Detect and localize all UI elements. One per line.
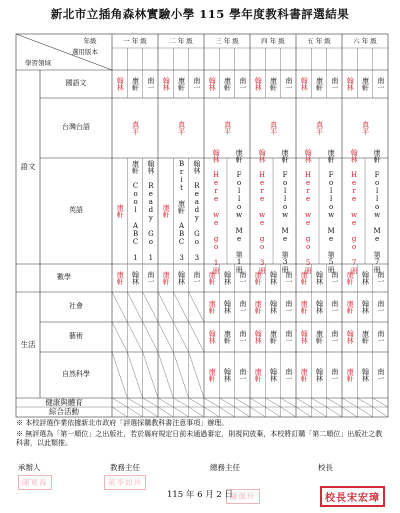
note-marker-icon: ※ — [16, 430, 23, 438]
taiwanese-cell: 真平 — [315, 121, 324, 135]
english-cell: 翰林 Ready Go 1 — [146, 160, 155, 262]
header-grade-label: 年級 — [83, 36, 97, 45]
math-cell: 康軒 — [346, 271, 355, 285]
math-cell: 翰林 — [315, 271, 324, 285]
social-cell: 康軒 — [346, 300, 355, 314]
social-cell: 翰林 — [361, 300, 370, 314]
signature-general-label: 總務主任 — [210, 463, 240, 472]
math-cell: 南一 — [192, 271, 201, 285]
arts-cell: 南一 — [376, 330, 385, 344]
social-cell: 南一 — [238, 300, 247, 314]
mandarin-cell: 康軒 — [177, 77, 186, 91]
math-cell: 翰林 — [269, 271, 278, 285]
note-2: ※ 無評選為「第一順位」之出版社，若於縣府規定日前未通過審定，則視同放棄，本校將訂購「第二順位」出版社之教科書，以此類推。 — [16, 430, 383, 447]
mandarin-cell: 翰林 — [162, 77, 171, 91]
note-marker-icon: ※ — [16, 419, 23, 427]
domain-language: 語文 — [20, 162, 36, 172]
subject-math: 數學 — [57, 273, 71, 282]
mandarin-cell: 康軒 — [269, 77, 278, 91]
taiwanese-cell: 真平 — [361, 121, 370, 135]
social-cell: 翰林 — [315, 300, 324, 314]
math-cell: 南一 — [284, 271, 293, 285]
math-cell: 翰林 — [131, 271, 140, 285]
document-date: 115 年 6 月 2 日 — [166, 490, 234, 500]
mandarin-cell: 康軒 — [361, 77, 370, 91]
mandarin-cell: 康軒 — [223, 77, 232, 91]
domain-pe-health: 健康與體育 — [45, 397, 83, 407]
english-cell: 翰林 Here we go 5冊 — [304, 148, 313, 274]
science-cell: 南一 — [284, 368, 293, 382]
domain-life: 生活 — [20, 340, 36, 350]
arts-cell: 翰林 — [346, 330, 355, 344]
math-cell: 康軒 — [208, 271, 217, 285]
social-cell: 南一 — [376, 300, 385, 314]
english-cell: 康軒 — [116, 204, 125, 218]
science-cell: 康軒 — [346, 368, 355, 382]
taiwanese-cell: 真平 — [177, 121, 186, 135]
english-cell: Brit 康軒 ABC 3 — [177, 160, 186, 262]
math-cell: 康軒 — [254, 271, 263, 285]
mandarin-cell: 康軒 — [315, 77, 324, 91]
social-cell: 翰林 — [223, 300, 232, 314]
social-cell: 康軒 — [254, 300, 263, 314]
grade-header: 三 年 級 — [215, 36, 239, 45]
document-title: 新北市立插角森林實驗小學 115 學年度教科書評選結果 — [50, 7, 350, 21]
mandarin-cell: 翰林 — [300, 77, 309, 91]
science-cell: 翰林 — [223, 368, 232, 382]
arts-cell: 康軒 — [223, 330, 232, 344]
english-cell: 翰林 Here we go 3冊 — [258, 148, 267, 274]
subject-social: 社會 — [69, 302, 83, 311]
math-cell: 南一 — [376, 271, 385, 285]
math-cell: 康軒 — [300, 271, 309, 285]
mandarin-cell: 翰林 — [254, 77, 263, 91]
social-cell: 翰林 — [269, 300, 278, 314]
english-cell: 翰林 Here we go 1冊 — [212, 148, 221, 274]
subject-mandarin: 國語文 — [65, 79, 87, 88]
math-cell: 南一 — [146, 271, 155, 285]
header-domain-label: 學習領域 — [25, 58, 51, 67]
arts-cell: 翰林 — [254, 330, 263, 344]
mandarin-cell: 南一 — [146, 77, 155, 91]
arts-cell: 南一 — [284, 330, 293, 344]
english-cell: 康軒 Follow Me 第3冊 — [281, 149, 290, 273]
science-cell: 南一 — [376, 368, 385, 382]
signature-undertaker-label: 承辦人 — [18, 463, 41, 472]
arts-cell: 翰林 — [300, 330, 309, 344]
mandarin-cell: 南一 — [376, 77, 385, 91]
mandarin-cell: 南一 — [238, 77, 247, 91]
taiwanese-cell: 真平 — [269, 121, 278, 135]
science-cell: 翰林 — [269, 368, 278, 382]
signature-academic-label: 教務主任 — [110, 463, 140, 472]
math-cell: 康軒 — [162, 271, 171, 285]
grade-header: 一 年 級 — [123, 36, 147, 45]
taiwanese-cell: 真平 — [223, 121, 232, 135]
mandarin-cell: 翰林 — [208, 77, 217, 91]
english-cell: 康軒 Follow Me 第1冊 — [235, 149, 244, 273]
english-cell: 康軒 Follow Me 第7冊 — [373, 149, 382, 273]
arts-cell: 康軒 — [269, 330, 278, 344]
note-1: ※ 本校評選作業依據新北市政府「評選採購教科書注意事項」辦理。 — [16, 419, 229, 427]
social-cell: 康軒 — [300, 300, 309, 314]
stamp-academic: 黃李如珍 — [104, 475, 146, 490]
math-cell: 翰林 — [177, 271, 186, 285]
arts-cell: 南一 — [238, 330, 247, 344]
science-cell: 翰林 — [361, 368, 370, 382]
stamp-undertaker: 陳寬森 — [18, 475, 52, 490]
mandarin-cell: 南一 — [192, 77, 201, 91]
science-cell: 南一 — [238, 368, 247, 382]
science-cell: 康軒 — [208, 368, 217, 382]
arts-cell: 康軒 — [361, 330, 370, 344]
mandarin-cell: 翰林 — [116, 77, 125, 91]
subject-science: 自然科學 — [62, 370, 90, 379]
mandarin-cell: 翰林 — [346, 77, 355, 91]
social-cell: 南一 — [284, 300, 293, 314]
grade-header: 四 年 級 — [261, 36, 285, 45]
math-cell: 翰林 — [361, 271, 370, 285]
science-cell: 康軒 — [254, 368, 263, 382]
grade-header: 二 年 級 — [169, 36, 193, 45]
science-cell: 康軒 — [300, 368, 309, 382]
grade-header: 五 年 級 — [307, 36, 331, 45]
signature-principal-label: 校長 — [318, 463, 333, 472]
english-cell: 康軒 Follow Me 第5冊 — [327, 149, 336, 273]
arts-cell: 翰林 — [208, 330, 217, 344]
english-cell: 康軒 Cool ABC 1 — [131, 160, 140, 262]
taiwanese-cell: 真平 — [131, 121, 140, 135]
social-cell: 康軒 — [208, 300, 217, 314]
math-cell: 翰林 — [223, 271, 232, 285]
english-cell: 康軒 — [162, 204, 171, 218]
mandarin-cell: 康軒 — [131, 77, 140, 91]
mandarin-cell: 南一 — [284, 77, 293, 91]
social-cell: 南一 — [330, 300, 339, 314]
mandarin-cell: 南一 — [330, 77, 339, 91]
domain-integrated: 綜合活動 — [49, 407, 79, 417]
math-cell: 康軒 — [116, 271, 125, 285]
stamp-principal: 校長宋宏璋 — [320, 486, 385, 507]
arts-cell: 南一 — [330, 330, 339, 344]
subject-english: 英語 — [69, 206, 83, 215]
grade-header: 六 年 級 — [353, 36, 377, 45]
science-cell: 翰林 — [315, 368, 324, 382]
math-cell: 南一 — [238, 271, 247, 285]
science-cell: 南一 — [330, 368, 339, 382]
stamp-general: 陳佩玲 — [226, 489, 260, 504]
subject-arts: 藝術 — [69, 332, 83, 341]
subject-taiwanese: 台灣台語 — [62, 123, 90, 132]
header-version-label: 選用版本 — [72, 47, 98, 56]
english-cell: 翰林 Ready Go 3 — [192, 160, 201, 262]
arts-cell: 康軒 — [315, 330, 324, 344]
english-cell: 翰林 Here we go 7冊 — [350, 148, 359, 274]
math-cell: 南一 — [330, 271, 339, 285]
